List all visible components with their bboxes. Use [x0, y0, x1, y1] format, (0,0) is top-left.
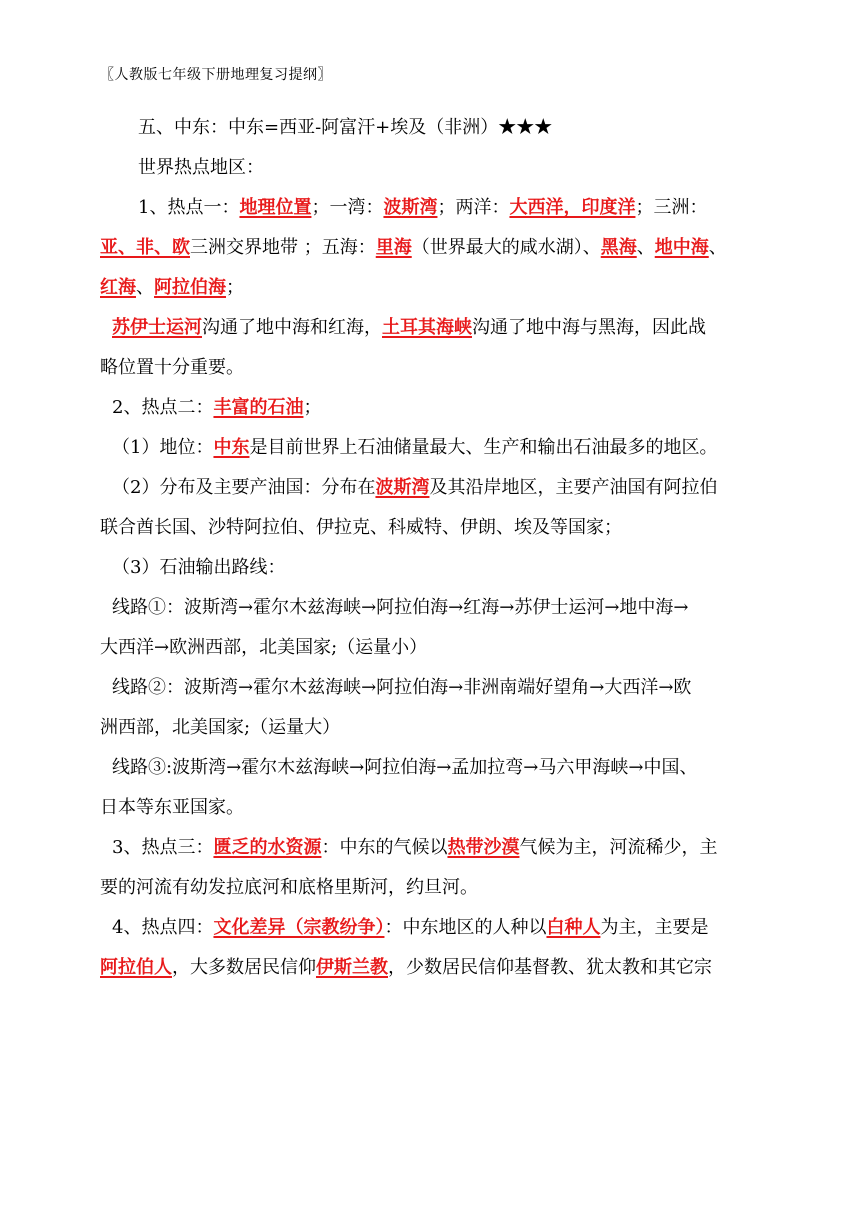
keyword-highlight: 大西洋，印度洋 — [509, 197, 636, 218]
keyword-highlight: 伊斯兰教 — [316, 957, 388, 978]
text-line — [100, 148, 790, 188]
text-line — [100, 708, 790, 748]
text-segment: 及其沿岸地区，主要产油国有阿拉伯 — [429, 477, 718, 498]
text-line — [100, 628, 790, 668]
text-segment: 日本等东亚国家。 — [100, 797, 244, 818]
keyword-highlight: 波斯湾 — [383, 197, 438, 218]
text-segment: 联合酋长国、沙特阿拉伯、伊拉克、科威特、伊朗、埃及等国家； — [100, 517, 622, 538]
text-segment: 4、热点四： — [112, 917, 214, 938]
keyword-highlight: 波斯湾 — [375, 477, 430, 498]
text-segment: 1、热点一： — [138, 197, 240, 218]
text-line — [100, 188, 790, 228]
text-line — [100, 748, 790, 788]
text-segment: 大西洋→欧洲西部，北美国家;（运量小） — [100, 637, 428, 658]
keyword-highlight: 阿拉伯人 — [100, 957, 172, 978]
text-segment: 为主，主要是 — [600, 917, 709, 938]
text-segment: ，少数居民信仰基督教、犹太教和其它宗 — [388, 957, 712, 978]
keyword-highlight: 中东 — [213, 437, 250, 458]
text-line — [100, 388, 790, 428]
text-line — [100, 508, 790, 548]
keyword-highlight: 黑海 — [600, 237, 637, 258]
text-line — [100, 348, 790, 388]
text-segment: （世界最大的咸水湖）、 — [411, 237, 601, 258]
text-segment: （2）分布及主要产油国：分布在 — [112, 477, 376, 498]
text-segment: 2、热点二： — [112, 397, 214, 418]
text-line — [100, 948, 790, 988]
keyword-highlight: 热带沙漠 — [447, 837, 520, 858]
text-segment: 三洲交界地带 ；五海： — [190, 237, 376, 258]
text-segment: 世界热点地区： — [138, 157, 264, 178]
text-segment: ，大多数居民信仰 — [172, 957, 316, 978]
text-line — [100, 468, 790, 508]
text-segment: （3）石油输出路线： — [112, 557, 286, 578]
text-segment: 线路①：波斯湾→霍尔木兹海峡→阿拉伯海→红海→苏伊士运河→地中海→ — [112, 597, 689, 618]
text-segment: 、 — [136, 277, 154, 298]
text-line — [100, 108, 790, 148]
keyword-highlight: 阿拉伯海 — [154, 277, 226, 298]
text-segment: 线路③:波斯湾→霍尔木兹海峡→阿拉伯海→孟加拉弯→马六甲海峡→中国、 — [112, 757, 698, 778]
text-line — [100, 828, 790, 868]
text-segment: 、 — [708, 237, 727, 258]
text-line — [100, 308, 790, 348]
document-body — [100, 108, 790, 988]
keyword-highlight: 亚、非、欧 — [100, 237, 190, 258]
text-segment: ；两洋： — [437, 197, 510, 218]
text-segment: 、 — [636, 237, 655, 258]
keyword-highlight: 土耳其海峡 — [382, 317, 472, 338]
page-header: 〖人教版七年级下册地理复习提纲〗 — [100, 67, 332, 83]
text-segment: 3、热点三： — [112, 837, 214, 858]
text-line — [100, 548, 790, 588]
text-line — [100, 588, 790, 628]
keyword-highlight: 地中海 — [654, 237, 709, 258]
text-line — [100, 428, 790, 468]
text-line — [100, 908, 790, 948]
text-line — [100, 228, 790, 268]
text-line — [100, 668, 790, 708]
text-segment: 线路②：波斯湾→霍尔木兹海峡→阿拉伯海→非洲南端好望角→大西洋→欧 — [112, 677, 692, 698]
text-segment: 略位置十分重要。 — [100, 357, 244, 378]
text-line — [100, 788, 790, 828]
text-segment: 是目前世界上石油储量最大、生产和输出石油最多的地区。 — [249, 437, 718, 458]
text-segment: 要的河流有幼发拉底河和底格里斯河，约旦河。 — [100, 877, 478, 898]
text-segment: ； — [226, 277, 244, 298]
keyword-highlight: 红海 — [100, 277, 136, 298]
keyword-highlight: 白种人 — [546, 917, 601, 938]
text-segment: 沟通了地中海和红海， — [202, 317, 382, 338]
text-line — [100, 268, 790, 308]
text-segment: ：中东地区的人种以 — [384, 917, 547, 938]
text-line — [100, 868, 790, 908]
text-segment: 五、中东：中东=西亚-阿富汗+埃及（非洲）★★★ — [138, 117, 553, 138]
keyword-highlight: 匮乏的水资源 — [213, 837, 322, 858]
keyword-highlight: 地理位置 — [239, 197, 312, 218]
text-segment: （1）地位： — [112, 437, 214, 458]
text-segment: ：中东的气候以 — [321, 837, 448, 858]
text-segment: 沟通了地中海与黑海，因此战 — [472, 317, 706, 338]
keyword-highlight: 丰富的石油 — [213, 397, 304, 418]
keyword-highlight: 文化差异（宗教纷争） — [213, 917, 385, 938]
keyword-highlight: 苏伊士运河 — [112, 317, 202, 338]
text-segment: 洲西部，北美国家;（运量大） — [100, 717, 341, 738]
text-segment: ；三洲： — [635, 197, 708, 218]
text-segment: 气候为主，河流稀少，主 — [519, 837, 718, 858]
keyword-highlight: 里海 — [375, 237, 412, 258]
text-segment: ； — [303, 397, 322, 418]
text-segment: ；一湾： — [311, 197, 384, 218]
